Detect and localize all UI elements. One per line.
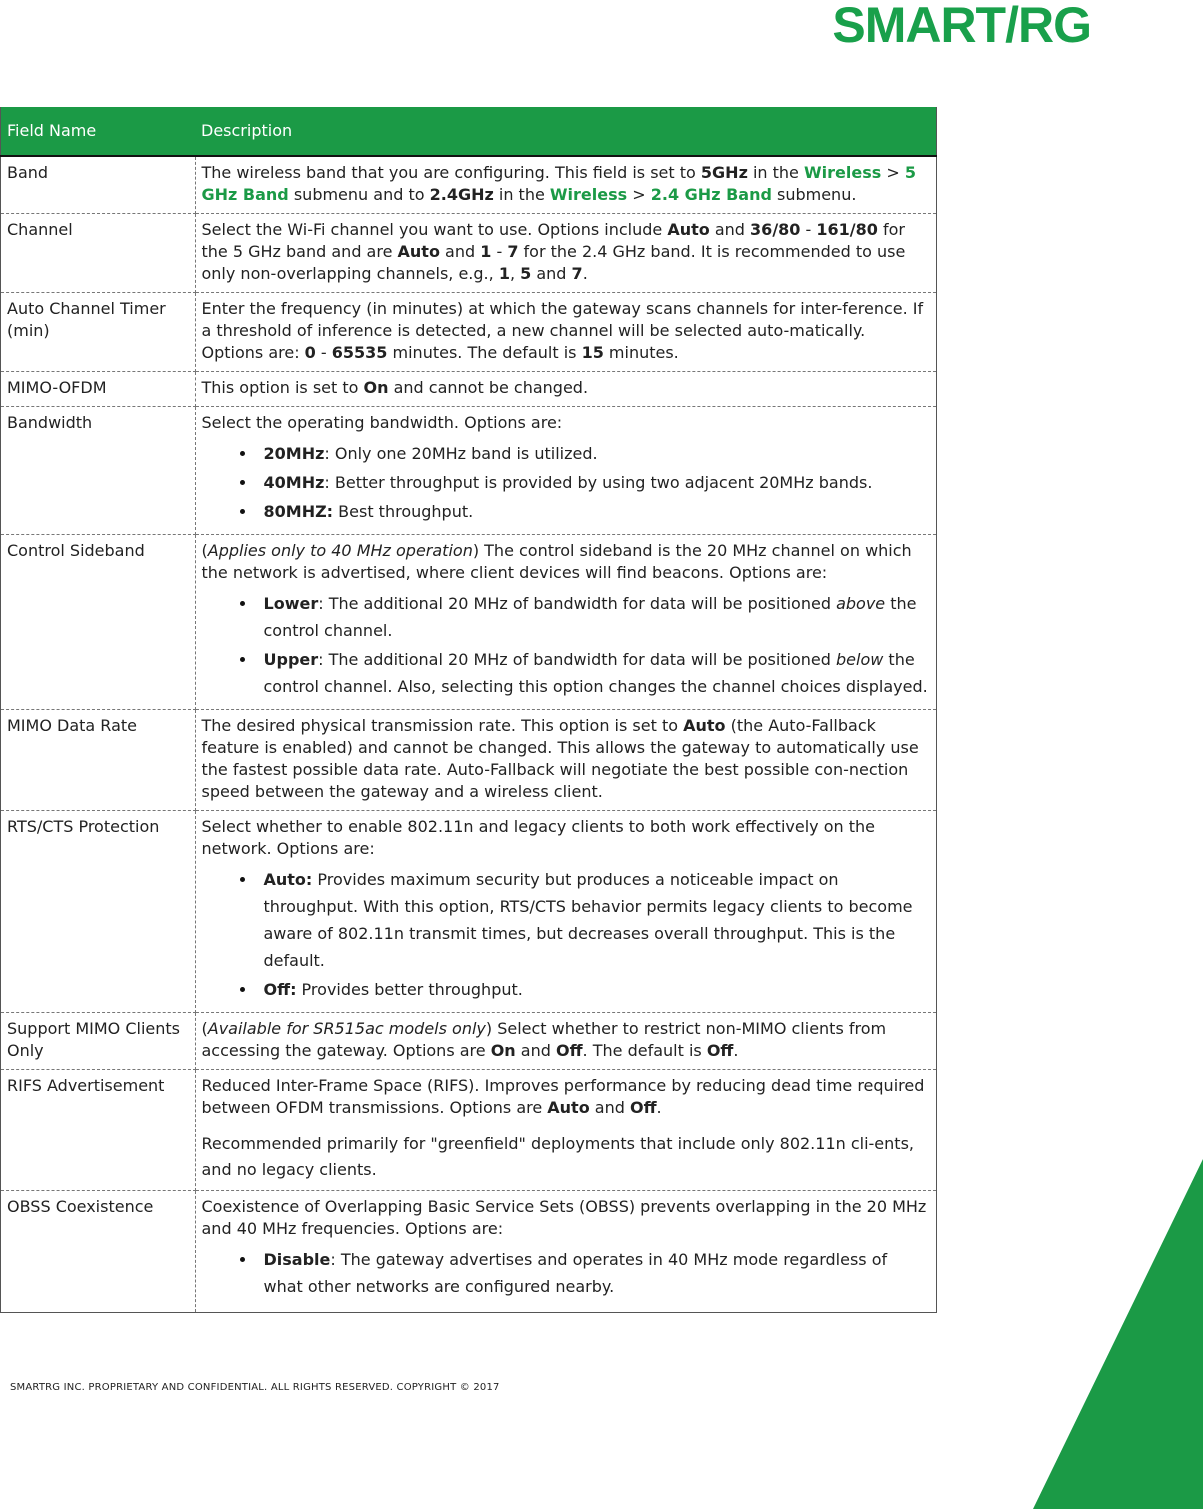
corner-triangle — [1033, 1159, 1203, 1509]
brand-logo: SMART/RG — [832, 0, 1091, 53]
table-row — [1, 372, 937, 407]
field-name: Bandwidth — [1, 407, 196, 535]
options-list — [202, 866, 931, 1003]
list-item: Off: Provides better throughput. — [264, 976, 931, 1003]
list-item: 40MHz: Better throughput is provided by using two adjacent 20MHz bands. — [264, 469, 931, 496]
field-description: Select the Wi-Fi channel you want to use. Options include Auto and 36/80 - 161/80 for the 5 GHz band and are Auto and 1 - 7 for the 2.4 GHz band. It is recommended to use only non-overlapping channels, e.g., 1, 5 and 7. — [195, 214, 937, 293]
field-name: RIFS Advertisement — [1, 1070, 196, 1191]
field-name: Channel — [1, 214, 196, 293]
field-name: RTS/CTS Protection — [1, 811, 196, 1013]
header-field-name: Field Name — [1, 107, 196, 156]
description-intro: Coexistence of Overlapping Basic Service Sets (OBSS) prevents overlapping in the 20 MHz and 40 MHz frequencies. Options are: — [201, 1197, 927, 1238]
table-row — [1, 1070, 937, 1191]
field-description: (Available for SR515ac models only) Select whether to restrict non-MIMO clients from accessing the gateway. Options are On and Off. The default is Off. — [195, 1013, 937, 1070]
header-description: Description — [195, 107, 937, 156]
options-list — [202, 1246, 931, 1300]
field-description — [195, 1070, 937, 1191]
table-row — [1, 156, 937, 214]
table-row — [1, 535, 937, 710]
field-name: MIMO Data Rate — [1, 710, 196, 811]
field-description: The wireless band that you are configuring. This field is set to 5GHz in the Wireless > 5 GHz Band submenu and to 2.4GHz in the Wireless > 2.4 GHz Band submenu. — [195, 156, 937, 214]
field-description — [195, 811, 937, 1013]
table-row — [1, 407, 937, 535]
table-header-row — [1, 107, 937, 156]
field-name: OBSS Coexistence — [1, 1191, 196, 1313]
field-description: Enter the frequency (in minutes) at which the gateway scans channels for inter-ference. If a threshold of inference is detected, a new channel will be selected auto-matically. Options are: 0 - 65535 minutes. The default is 15 minutes. — [195, 293, 937, 372]
description-paragraph: Recommended primarily for "greenfield" deployments that include only 802.11n cli-ents, and no legacy clients. — [201, 1134, 914, 1179]
table-row — [1, 1013, 937, 1070]
field-name: Control Sideband — [1, 535, 196, 710]
description-intro: Select whether to enable 802.11n and legacy clients to both work effectively on the network. Options are: — [201, 817, 875, 858]
list-item: 80MHZ: Best throughput. — [264, 498, 931, 525]
description-intro: (Applies only to 40 MHz operation) The control sideband is the 20 MHz channel on which the network is advertised, where client devices will find beacons. Options are: — [201, 541, 912, 582]
field-description: The desired physical transmission rate. This option is set to Auto (the Auto-Fallback feature is enabled) and cannot be changed. This allows the gateway to automatically use the fastest possible data rate. Auto-Fallback will negotiate the best possible con-nection speed between the gateway and a wireless client. — [195, 710, 937, 811]
table-row — [1, 710, 937, 811]
description-intro: Select the operating bandwidth. Options are: — [201, 413, 563, 432]
list-item: Auto: Provides maximum security but produces a noticeable impact on throughput. With this option, RTS/CTS behavior permits legacy clients to become aware of 802.11n transmit times, but decreases overall throughput. This is the default. — [264, 866, 931, 974]
field-name: MIMO-OFDM — [1, 372, 196, 407]
table-row — [1, 293, 937, 372]
table-row — [1, 214, 937, 293]
field-name: Auto Channel Timer (min) — [1, 293, 196, 372]
list-item: Lower: The additional 20 MHz of bandwidth for data will be positioned above the control channel. — [264, 590, 931, 644]
table-row — [1, 1191, 937, 1313]
field-name: Band — [1, 156, 196, 214]
options-list — [202, 440, 931, 525]
field-description — [195, 1191, 937, 1313]
list-item: Upper: The additional 20 MHz of bandwidth for data will be positioned below the control channel. Also, selecting this option changes the channel choices displayed. — [264, 646, 931, 700]
list-item: 20MHz: Only one 20MHz band is utilized. — [264, 440, 931, 467]
description-paragraph: Reduced Inter-Frame Space (RIFS). Improves performance by reducing dead time required between OFDM transmissions. Options are Auto and Off. — [201, 1076, 925, 1117]
table-row — [1, 811, 937, 1013]
options-list — [202, 590, 931, 700]
field-description — [195, 535, 937, 710]
field-description: This option is set to On and cannot be changed. — [195, 372, 937, 407]
field-name: Support MIMO Clients Only — [1, 1013, 196, 1070]
list-item: Disable: The gateway advertises and operates in 40 MHz mode regardless of what other networks are configured nearby. — [264, 1246, 931, 1300]
corner-decoration — [1023, 1159, 1203, 1509]
footer-copyright: SMARTRG INC. PROPRIETARY AND CONFIDENTIAL. ALL RIGHTS RESERVED. COPYRIGHT © 2017 — [10, 1382, 500, 1393]
field-description-table — [0, 107, 937, 1313]
field-description — [195, 407, 937, 535]
